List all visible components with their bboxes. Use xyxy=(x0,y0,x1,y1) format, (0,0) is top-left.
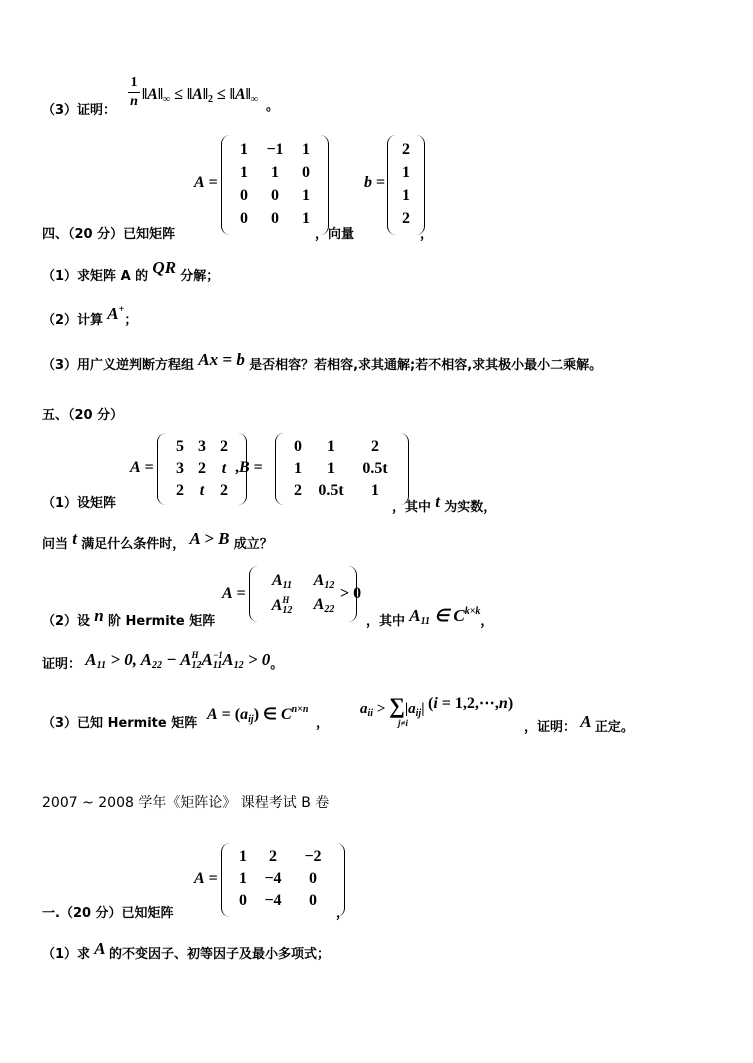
q5-item1-pre: （1）设矩阵 xyxy=(42,496,117,511)
matrix-A-label: A = xyxy=(194,174,218,191)
item-3-end: 。 xyxy=(266,99,280,114)
hermite-matrix-def: $A = (a_{ij})$ ∈ $C^{n\times n}$ xyxy=(207,704,309,725)
exam-q1-heading: 一.（20 分）已知矩阵 xyxy=(42,906,174,921)
q5-item3-pre: （3）已知 Hermite 矩阵 xyxy=(42,716,198,731)
item-3-label: （3）证明： xyxy=(42,103,117,118)
q5-item2-rest: ，其中 $A_{11}$ ∈ $C^{k\times k}$， xyxy=(366,606,494,629)
matrix-A-q5: 5 3 2 3 2 t 2 t 2 xyxy=(157,433,247,505)
vector-b: 2 1 1 2 xyxy=(387,135,425,235)
q5-item3-comma: ， xyxy=(316,716,330,731)
q4-vector-text: ，向量 xyxy=(315,227,355,242)
q4-comma: ， xyxy=(420,227,434,242)
vector-b-label: b = xyxy=(364,174,386,191)
q4-item3: （3）用广义逆判断方程组 Ax = b 是否相容？若相容,求其通解;若不相容,求其极小最小二乘解。 xyxy=(42,350,603,373)
norm-inequality: $‖A‖_\infty$ ≤ $‖A‖_2$ ≤ $‖A‖_\infty$ xyxy=(142,86,258,105)
q5-B-label: ,B = xyxy=(235,459,263,476)
fraction-1-over-n: 1 n xyxy=(128,75,140,110)
q5-item2: （2）设 n 阶 Hermite 矩阵 xyxy=(42,606,216,629)
q5-block-A-label: A = xyxy=(222,585,246,602)
sum-index: j≠i xyxy=(398,718,408,728)
matrix-B-q5: 0 1 2 1 1 0.5t 2 0.5t 1 xyxy=(275,433,409,505)
q5-item1-rest: ，其中 t 为实数， xyxy=(392,492,497,515)
q5-item2b: 证明： $A_{11} > 0$, $A_{22} - A^H_{12}A^{-1}_{11}A_{12} > 0$。 xyxy=(42,650,284,672)
q5-heading: 五、（20 分） xyxy=(42,408,124,423)
q4-item1: （1）求矩阵 A 的 QR 分解； xyxy=(42,258,220,284)
exam-q1-item1: （1）求 A 的不变因子、初等因子及最小多项式； xyxy=(42,939,330,962)
index-range: (i = 1,2,⋯,n) xyxy=(428,695,514,712)
q4-item2: （2）计算 A+； xyxy=(42,304,138,328)
positive-definite-symbol: > 0 xyxy=(340,585,362,602)
exam-title: 2007 ~ 2008 学年《矩阵论》 课程考试 B 卷 xyxy=(42,795,330,811)
exam-q1-comma: ， xyxy=(336,906,350,921)
matrix-A-q4: 1 −1 1 1 1 0 0 0 1 0 0 1 xyxy=(221,135,329,235)
q5-item1b: 问当 t 满足什么条件时， A > B 成立？ xyxy=(42,529,273,552)
q5-A-label: A = xyxy=(130,459,154,476)
matrix-A-exam: 1 2 −2 1 −4 0 0 −4 0 xyxy=(221,843,345,917)
q4-heading: 四、（20 分）已知矩阵 xyxy=(42,227,176,242)
diagonal-dominance: $a_{ii} > \sum|a_{ij}|$ xyxy=(360,693,425,719)
q5-item3-post: ，证明： A 正定。 xyxy=(524,712,634,735)
block-matrix: $A_{11}$ $A_{12}$ $A^H_{12}$ $A_{22}$ xyxy=(249,566,357,622)
exam-A-label: A = xyxy=(194,870,218,887)
